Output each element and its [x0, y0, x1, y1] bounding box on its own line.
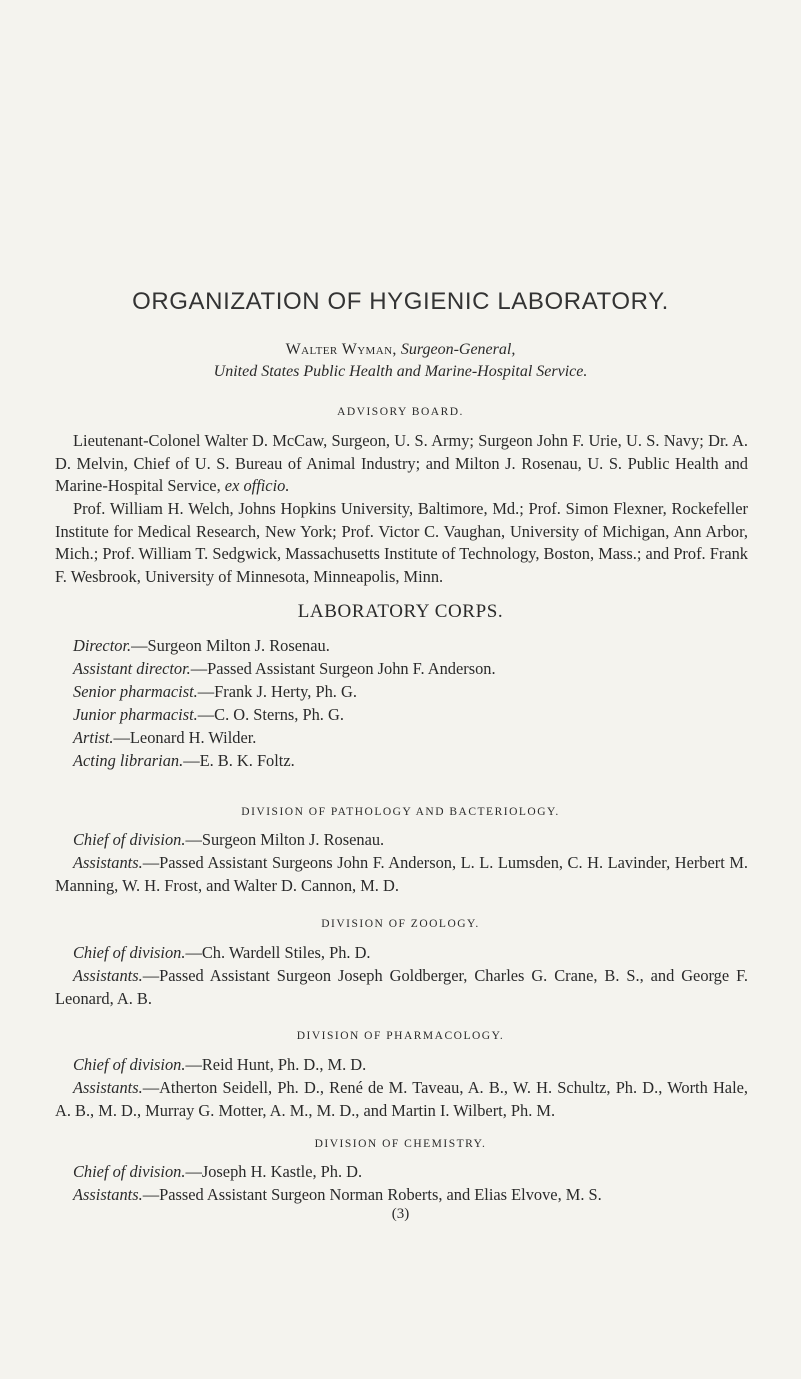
corps-entry-junior-pharmacist: Junior pharmacist.—C. O. Sterns, Ph. G. [73, 705, 344, 724]
corps-entry-assistant-director: Assistant director.—Passed Assistant Surgeon John F. Anderson. [73, 659, 496, 678]
division-pathology-heading: DIVISION OF PATHOLOGY AND BACTERIOLOGY. [241, 806, 560, 818]
division-chemistry-chief: Chief of division.—Joseph H. Kastle, Ph. D. [73, 1162, 363, 1181]
division-chemistry-heading: DIVISION OF CHEMISTRY. [314, 1138, 487, 1150]
advisory-board-paragraph-2 [55, 498, 748, 588]
advisory-board-paragraph-1 [55, 430, 748, 498]
author-service: United States Public Health and Marine-Hospital Service. [213, 363, 588, 380]
author-block [0, 339, 801, 383]
division-pharmacology-assistants: Assistants.—Atherton Seidell, Ph. D., René de M. Taveau, A. B., W. H. Schultz, Ph. D., Worth Hale, A. B., M. D., Murray G. Motter, A. M., M. D., and Martin I. Wilbert, Ph. M. [55, 1078, 748, 1120]
corps-entry-acting-librarian: Acting librarian.—E. B. K. Foltz. [73, 751, 295, 770]
laboratory-corps-heading: LABORATORY CORPS. [297, 601, 504, 622]
advisory-board-heading: ADVISORY BOARD. [337, 406, 464, 418]
page-number: (3) [391, 1206, 410, 1222]
corps-entry-director: Director.—Surgeon Milton J. Rosenau. [73, 636, 330, 655]
advisory-board-text-2: Prof. William H. Welch, Johns Hopkins University, Baltimore, Md.; Prof. Simon Flexner, Rockefeller Institute for Medical Research, New York; Prof. Victor C. Vaughan, University of Michigan, Ann Arbor, Mich.; Prof. William T. Sedgwick, Massachusetts Institute of Technology, Boston, Mass.; and Prof. Frank F. Wesbrook, University of Minnesota, Minneapolis, Minn. [55, 499, 748, 586]
division-zoology-assistants: Assistants.—Passed Assistant Surgeon Joseph Goldberger, Charles G. Crane, B. S., and George F. Leonard, A. B. [55, 966, 748, 1008]
advisory-board-text-1: Lieutenant-Colonel Walter D. McCaw, Surgeon, U. S. Army; Surgeon John F. Urie, U. S. Navy; Dr. A. D. Melvin, Chief of U. S. Bureau of Animal Industry; and Milton J. Rosenau, U. S. Public Health and Marine-Hospital Service, [55, 431, 748, 495]
page-title: ORGANIZATION OF HYGIENIC LABORATORY. [132, 288, 669, 315]
corps-entry-artist: Artist.—Leonard H. Wilder. [73, 728, 257, 747]
division-chemistry-assistants: Assistants.—Passed Assistant Surgeon Norman Roberts, and Elias Elvove, M. S. [73, 1185, 602, 1204]
division-pharmacology-heading: DIVISION OF PHARMACOLOGY. [296, 1030, 505, 1042]
author-role: Surgeon-General, [400, 341, 516, 358]
division-pharmacology-chief: Chief of division.—Reid Hunt, Ph. D., M. D. [73, 1055, 367, 1074]
corps-entry-senior-pharmacist: Senior pharmacist.—Frank J. Herty, Ph. G. [73, 682, 357, 701]
division-zoology-chief: Chief of division.—Ch. Wardell Stiles, Ph. D. [73, 943, 371, 962]
ex-officio: ex officio. [224, 476, 290, 495]
author-name: Walter Wyman, [285, 341, 397, 358]
division-pathology-chief: Chief of division.—Surgeon Milton J. Rosenau. [73, 830, 385, 849]
division-pathology-assistants: Assistants.—Passed Assistant Surgeons John F. Anderson, L. L. Lumsden, C. H. Lavinder, Herbert M. Manning, W. H. Frost, and Walter D. Cannon, M. D. [55, 853, 748, 895]
division-zoology-heading: DIVISION OF ZOOLOGY. [321, 918, 480, 930]
